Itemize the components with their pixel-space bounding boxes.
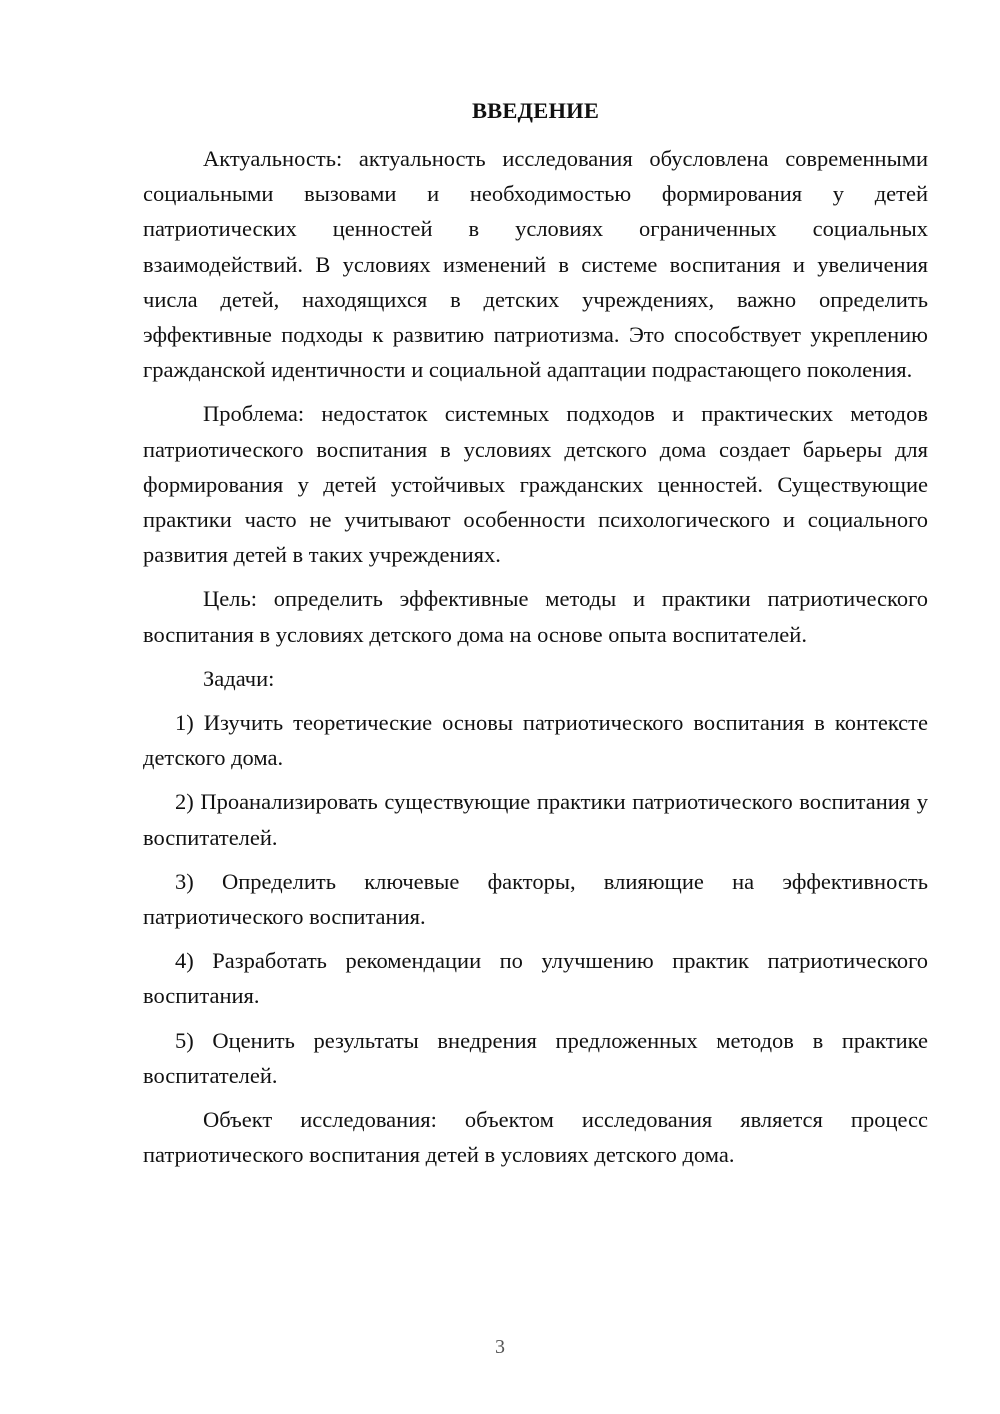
task-item-1: 1) Изучить теоретические основы патриотического воспитания в контексте детского дома. [143,710,928,771]
task-item-3: 3) Определить ключевые факторы, влияющие на эффективность патриотического воспитания. [143,868,928,930]
paragraph-problem: Проблема: недостаток системных подходов и практических методов патриотического воспитания в условиях детского дома создает барьеры для формирования у детей устойчивых гражданских ценностей. Существующие практики часто не учитывают особенности психологического и социального развития детей в таких учреждениях. [143,401,928,568]
page-title: ВВЕДЕНИЕ [471,98,600,123]
task-item-4: 4) Разработать рекомендации по улучшению практик патриотического воспитания. [143,948,928,1009]
page-content [143,95,928,1181]
task-item-2: 2) Проанализировать существующие практики патриотического воспитания у воспитателей. [143,789,928,850]
tasks-list [143,705,928,1093]
page-number: 3 [495,1336,505,1358]
tasks-heading: Задачи: [203,665,275,691]
paragraph-goal: Цель: определить эффективные методы и практики патриотического воспитания в условиях детского дома на основе опыта воспитателей. [143,586,928,647]
paragraph-relevance: Актуальность: актуальность исследования обусловлена современными социальными вызовами и необходимостью формирования у детей патриотических ценностей в условиях ограниченных социальных взаимодействий. В условиях изменений в системе воспитания и увеличения числа детей, находящихся в детских учреждениях, важно определить эффективные подходы к развитию патриотизма. Это способствует укреплению гражданской идентичности и социальной адаптации подрастающего поколения. [143,146,928,383]
task-item-5: 5) Оценить результаты внедрения предложенных методов в практике воспитателей. [143,1027,928,1088]
paragraph-object: Объект исследования: объектом исследования является процесс патриотического воспитания детей в условиях детского дома. [143,1107,928,1168]
